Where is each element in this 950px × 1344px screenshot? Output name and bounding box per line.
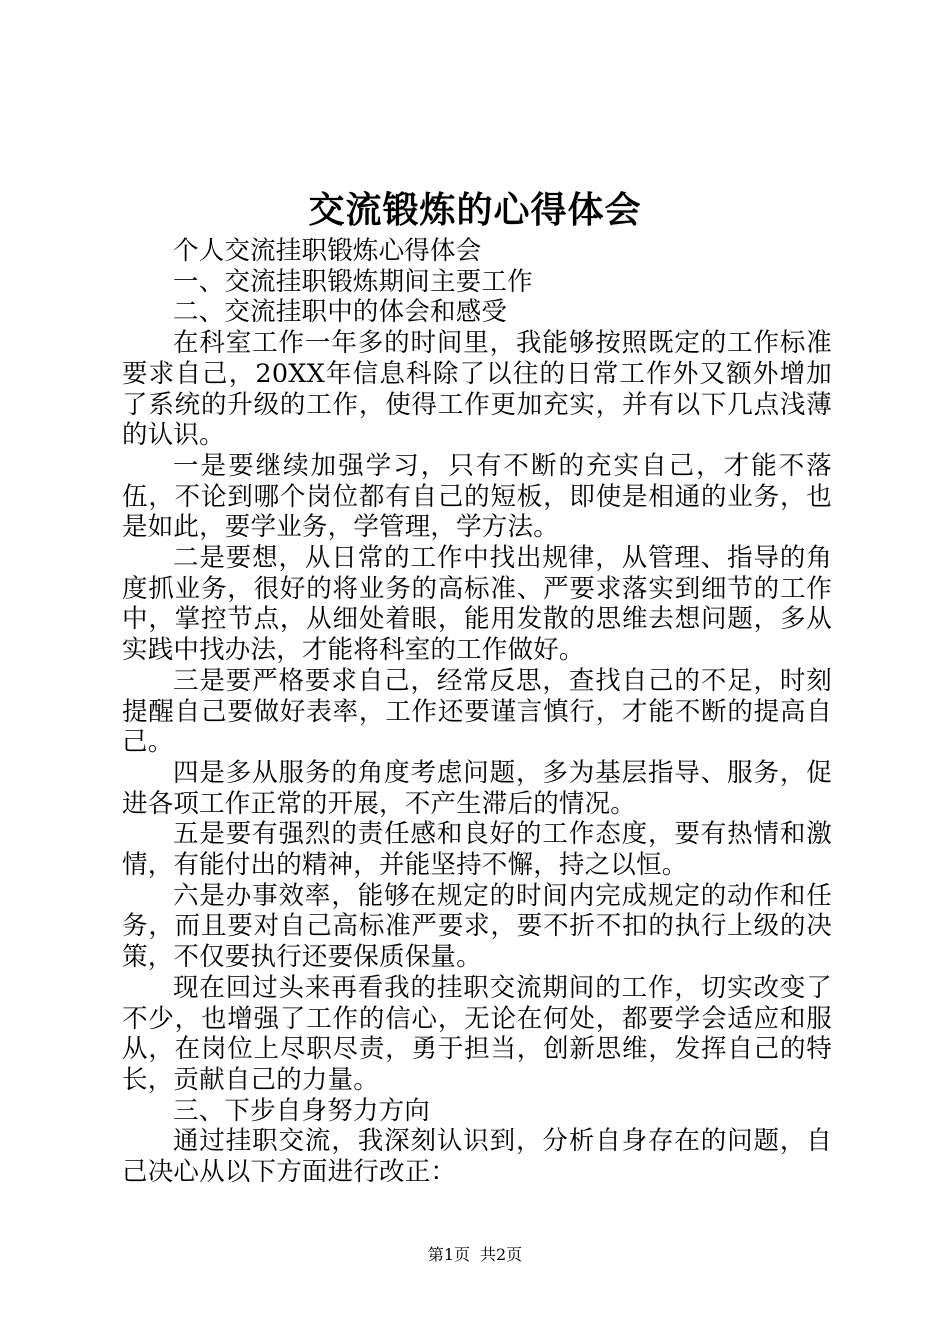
paragraph: 五是要有强烈的责任感和良好的工作态度，要有热情和激情，有能付出的精神，并能坚持不懈，持之以恒。 <box>122 819 832 881</box>
section-heading-2: 二、交流挂职中的体会和感受 <box>173 297 508 328</box>
document-body <box>122 236 832 1188</box>
paragraph: 现在回过头来再看我的挂职交流期间的工作，切实改变了不少，也增强了工作的信心，无论在何处，都要学会适应和服从，在岗位上尽职尽责，勇于担当，创新思维，发挥自己的特长，贡献自己的力量。 <box>122 972 832 1095</box>
page-number-total: 共2页 <box>480 1245 523 1264</box>
document-title: 交流锻炼的心得体会 <box>308 189 642 231</box>
paragraph: 通过挂职交流，我深刻认识到，分析自身存在的问题，自己决心从以下方面进行改正： <box>122 1126 832 1188</box>
paragraph: 四是多从服务的角度考虑问题，多为基层指导、服务，促进各项工作正常的开展，不产生滞后的情况。 <box>122 757 832 819</box>
paragraph: 二是要想，从日常的工作中找出规律，从管理、指导的角度抓业务，很好的将业务的高标准、严要求落实到细节的工作中，掌控节点，从细处着眼，能用发散的思维去想问题，多从实践中找办法，才能将科室的工作做好。 <box>122 543 832 666</box>
paragraph: 三是要严格要求自己，经常反思，查找自己的不足，时刻提醒自己要做好表率，工作还要谨言慎行，才能不断的提高自己。 <box>122 665 832 758</box>
section-heading-3: 三、下步自身努力方向 <box>173 1095 431 1126</box>
paragraph: 六是办事效率，能够在规定的时间内完成规定的动作和任务，而且要对自己高标准严要求，要不折不扣的执行上级的决策，不仅要执行还要保质保量。 <box>122 880 832 973</box>
paragraph-intro-heading: 个人交流挂职锻炼心得体会 <box>173 236 482 266</box>
paragraph: 一是要继续加强学习，只有不断的充实自己，才能不落伍，不论到哪个岗位都有自己的短板，即使是相通的业务，也是如此，要学业务，学管理，学方法。 <box>122 450 832 543</box>
page-number-current: 第1页 <box>427 1245 470 1264</box>
section-heading-1: 一、交流挂职锻炼期间主要工作 <box>173 266 533 297</box>
page-footer <box>0 1244 950 1266</box>
paragraph: 在科室工作一年多的时间里，我能够按照既定的工作标准要求自己，20XX年信息科除了以往的日常工作外又额外增加了系统的升级的工作，使得工作更加充实，并有以下几点浅薄的认识。 <box>122 328 832 451</box>
